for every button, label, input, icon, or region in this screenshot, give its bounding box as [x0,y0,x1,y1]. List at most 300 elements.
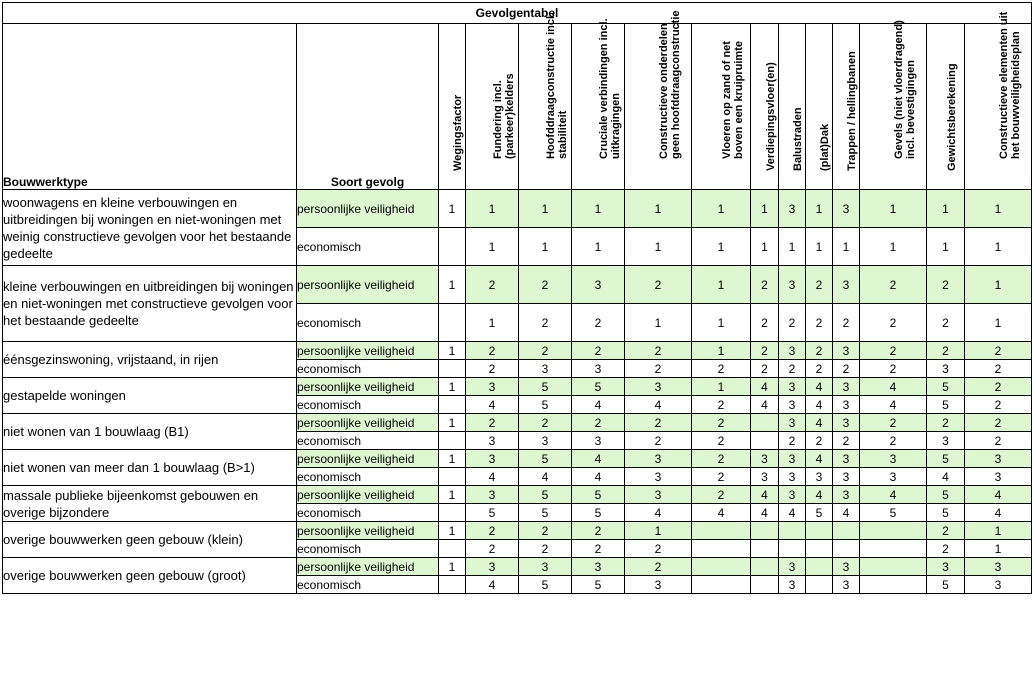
value-cell: 3 [466,450,519,468]
value-cell: 2 [692,468,751,486]
table-row [3,414,1032,432]
value-cell: 3 [779,576,806,594]
value-cell: 4 [692,504,751,522]
soort-gevolg-cell: economisch [297,304,439,342]
value-cell: 3 [927,360,965,378]
column-header [692,24,751,190]
value-cell: 1 [965,522,1032,540]
value-cell: 1 [625,190,692,228]
value-cell: 5 [519,504,572,522]
value-cell [806,558,833,576]
value-cell: 5 [927,378,965,396]
column-header-label: Verdiepingsvloer(en) [764,62,777,171]
value-cell: 3 [625,468,692,486]
value-cell: 2 [860,304,927,342]
wegingsfactor-cell: 1 [439,342,466,360]
value-cell: 4 [466,468,519,486]
value-cell: 3 [833,342,860,360]
soort-gevolg-cell: economisch [297,576,439,594]
value-cell: 3 [860,450,927,468]
value-cell: 3 [833,266,860,304]
value-cell [751,576,779,594]
wegingsfactor-cell: 1 [439,378,466,396]
value-cell: 2 [751,304,779,342]
header-bouwwerktype: Bouwwerktype [3,24,297,190]
value-cell: 3 [625,486,692,504]
value-cell: 1 [466,190,519,228]
value-cell: 5 [927,450,965,468]
value-cell: 1 [625,304,692,342]
soort-gevolg-cell: persoonlijke veiligheid [297,342,439,360]
wegingsfactor-cell: 1 [439,414,466,432]
value-cell: 2 [466,540,519,558]
soort-gevolg-cell: persoonlijke veiligheid [297,522,439,540]
value-cell: 2 [965,396,1032,414]
soort-gevolg-cell: persoonlijke veiligheid [297,266,439,304]
value-cell [751,414,779,432]
value-cell: 3 [519,432,572,450]
wegingsfactor-cell: 1 [439,486,466,504]
soort-gevolg-cell: persoonlijke veiligheid [297,378,439,396]
value-cell: 3 [779,378,806,396]
soort-gevolg-cell: economisch [297,540,439,558]
value-cell: 4 [779,504,806,522]
value-cell: 2 [860,342,927,360]
value-cell: 1 [466,304,519,342]
value-cell: 2 [625,558,692,576]
wegingsfactor-cell [439,576,466,594]
value-cell [806,522,833,540]
value-cell: 3 [779,266,806,304]
value-cell: 1 [692,190,751,228]
table-row [3,558,1032,576]
value-cell: 2 [806,266,833,304]
wegingsfactor-cell: 1 [439,190,466,228]
value-cell: 1 [806,228,833,266]
bouwwerktype-cell: overige bouwwerken geen gebouw (groot) [3,558,297,594]
value-cell: 2 [833,360,860,378]
column-header [965,11,1032,190]
column-header [466,24,519,190]
wegingsfactor-cell [439,432,466,450]
value-cell: 4 [806,396,833,414]
table-row [3,266,1032,304]
value-cell: 2 [466,522,519,540]
value-cell: 2 [860,414,927,432]
value-cell: 5 [572,504,625,522]
value-cell: 2 [519,266,572,304]
value-cell: 1 [572,190,625,228]
value-cell: 3 [833,486,860,504]
value-cell: 4 [466,396,519,414]
value-cell: 5 [519,378,572,396]
value-cell: 2 [927,342,965,360]
value-cell: 2 [572,414,625,432]
value-cell: 4 [625,396,692,414]
column-header [519,12,572,190]
value-cell [779,540,806,558]
value-cell: 4 [751,486,779,504]
value-cell: 5 [519,396,572,414]
value-cell: 5 [572,486,625,504]
value-cell: 3 [779,190,806,228]
value-cell: 2 [860,360,927,378]
value-cell: 3 [779,486,806,504]
value-cell: 4 [572,450,625,468]
value-cell: 4 [625,504,692,522]
value-cell: 3 [927,432,965,450]
value-cell: 1 [692,378,751,396]
value-cell [751,540,779,558]
value-cell: 2 [625,432,692,450]
value-cell: 3 [779,450,806,468]
value-cell: 3 [466,558,519,576]
value-cell: 4 [572,396,625,414]
bouwwerktype-cell: woonwagens en kleine verbouwingen en uitbreidingen bij woningen en niet-woningen met weinig constructieve gevolgen voor het bestaande gedeelte [3,190,297,266]
value-cell: 1 [692,228,751,266]
value-cell: 3 [572,558,625,576]
value-cell: 2 [833,304,860,342]
column-header [439,24,466,190]
value-cell: 2 [927,522,965,540]
value-cell: 2 [965,378,1032,396]
value-cell: 2 [519,414,572,432]
value-cell [806,540,833,558]
value-cell: 4 [751,396,779,414]
value-cell: 5 [927,504,965,522]
value-cell [751,432,779,450]
value-cell: 2 [466,360,519,378]
value-cell: 1 [806,190,833,228]
column-header-label: Constructieve elementen uit het bouwveiligheidsplan [998,11,1022,159]
value-cell: 1 [927,190,965,228]
table-row [3,522,1032,540]
value-cell: 2 [806,304,833,342]
value-cell: 2 [965,360,1032,378]
value-cell [860,522,927,540]
column-header [806,24,833,190]
value-cell: 2 [519,342,572,360]
value-cell: 1 [625,522,692,540]
value-cell: 1 [519,190,572,228]
value-cell: 1 [927,228,965,266]
value-cell [806,576,833,594]
value-cell: 2 [625,266,692,304]
value-cell: 4 [572,468,625,486]
value-cell: 3 [833,450,860,468]
value-cell: 4 [833,504,860,522]
value-cell: 3 [833,190,860,228]
value-cell: 1 [692,266,751,304]
value-cell: 3 [833,396,860,414]
value-cell: 5 [927,486,965,504]
soort-gevolg-cell: persoonlijke veiligheid [297,190,439,228]
bouwwerktype-cell: massale publieke bijeenkomst gebouwen en overige bijzondere [3,486,297,522]
value-cell: 1 [965,266,1032,304]
value-cell: 3 [519,360,572,378]
value-cell: 3 [833,378,860,396]
value-cell: 3 [806,468,833,486]
column-header [833,24,860,190]
value-cell: 5 [860,504,927,522]
value-cell: 2 [860,266,927,304]
value-cell: 2 [927,304,965,342]
value-cell: 3 [779,414,806,432]
value-cell: 4 [965,486,1032,504]
wegingsfactor-cell [439,360,466,378]
bouwwerktype-cell: niet wonen van 1 bouwlaag (B1) [3,414,297,450]
value-cell: 3 [466,378,519,396]
value-cell: 2 [625,342,692,360]
value-cell: 3 [466,432,519,450]
value-cell: 2 [860,432,927,450]
value-cell: 3 [965,450,1032,468]
value-cell [860,540,927,558]
value-cell: 2 [466,342,519,360]
soort-gevolg-cell: economisch [297,360,439,378]
value-cell: 2 [692,396,751,414]
wegingsfactor-cell: 1 [439,522,466,540]
value-cell: 4 [466,576,519,594]
column-header-label: (plat)Dak [819,123,831,171]
value-cell: 1 [466,228,519,266]
value-cell: 3 [625,378,692,396]
column-header-label: Cruciale verbindingen incl. uitkragingen [598,18,622,159]
wegingsfactor-cell [439,228,466,266]
value-cell: 1 [860,190,927,228]
value-cell: 3 [927,558,965,576]
value-cell: 1 [572,228,625,266]
bouwwerktype-cell: niet wonen van meer dan 1 bouwlaag (B>1) [3,450,297,486]
value-cell: 3 [572,266,625,304]
column-header-label: Balustraden [792,107,804,171]
value-cell: 2 [779,360,806,378]
value-cell: 2 [519,304,572,342]
bouwwerktype-cell: éénsgezinswoning, vrijstaand, in rijen [3,342,297,378]
value-cell: 3 [625,450,692,468]
table-row [3,450,1032,468]
value-cell: 2 [692,414,751,432]
wegingsfactor-cell [439,304,466,342]
wegingsfactor-cell: 1 [439,266,466,304]
gevolgentabel [2,2,1032,594]
value-cell: 3 [751,450,779,468]
value-cell: 4 [860,486,927,504]
soort-gevolg-cell: persoonlijke veiligheid [297,558,439,576]
value-cell: 2 [625,414,692,432]
value-cell: 4 [751,504,779,522]
soort-gevolg-cell: persoonlijke veiligheid [297,486,439,504]
value-cell: 3 [466,486,519,504]
bouwwerktype-cell: kleine verbouwingen en uitbreidingen bij woningen en niet-woningen met constructieve gevolgen voor het bestaande gedeelte [3,266,297,342]
value-cell: 5 [519,486,572,504]
value-cell: 2 [572,304,625,342]
value-cell: 1 [965,540,1032,558]
value-cell [751,558,779,576]
column-header [860,20,927,190]
value-cell: 2 [927,266,965,304]
value-cell: 5 [806,504,833,522]
value-cell: 3 [779,468,806,486]
value-cell: 2 [965,432,1032,450]
value-cell: 4 [751,378,779,396]
column-header-label: Trappen / hellingbanen [846,51,858,171]
value-cell: 3 [519,558,572,576]
column-header [751,24,779,190]
value-cell: 2 [625,540,692,558]
soort-gevolg-cell: economisch [297,396,439,414]
value-cell: 1 [692,342,751,360]
value-cell: 3 [833,414,860,432]
value-cell: 1 [833,228,860,266]
value-cell: 3 [833,558,860,576]
column-header [572,18,625,190]
value-cell: 3 [833,576,860,594]
soort-gevolg-cell: persoonlijke veiligheid [297,414,439,432]
value-cell: 3 [625,576,692,594]
column-header-label: Constructieve onderdelen geen hoofddraagconstructie [658,10,682,159]
value-cell: 4 [806,450,833,468]
table-row [3,486,1032,504]
column-header-label: Gewichtsberekening [945,63,958,171]
wegingsfactor-cell [439,396,466,414]
wegingsfactor-cell [439,540,466,558]
soort-gevolg-cell: economisch [297,504,439,522]
bouwwerktype-cell: gestapelde woningen [3,378,297,414]
value-cell: 1 [779,228,806,266]
value-cell: 2 [572,540,625,558]
value-cell [692,540,751,558]
value-cell [860,558,927,576]
column-header-label: Hoofddraagconstructie incl. stabiliteit [545,12,569,159]
value-cell: 1 [692,304,751,342]
value-cell: 3 [751,468,779,486]
column-header-label: Gevels (niet vloerdragend) incl. bevestigingen [893,20,917,159]
column-header-label: Vloeren op zand of net boven een kruipruimte [721,41,745,159]
soort-gevolg-cell: persoonlijke veiligheid [297,450,439,468]
value-cell: 2 [751,266,779,304]
table-row [3,342,1032,360]
value-cell: 3 [965,558,1032,576]
value-cell: 2 [806,360,833,378]
value-cell: 5 [927,576,965,594]
value-cell: 5 [466,504,519,522]
header-soort-gevolg: Soort gevolg [297,24,439,190]
column-header [927,24,965,190]
bouwwerktype-cell: overige bouwwerken geen gebouw (klein) [3,522,297,558]
value-cell: 5 [519,576,572,594]
value-cell: 1 [965,190,1032,228]
value-cell: 3 [779,342,806,360]
value-cell: 2 [927,540,965,558]
value-cell: 1 [751,228,779,266]
value-cell: 2 [692,360,751,378]
value-cell [692,558,751,576]
soort-gevolg-cell: economisch [297,468,439,486]
value-cell: 2 [692,486,751,504]
value-cell: 2 [779,304,806,342]
value-cell: 2 [466,266,519,304]
column-header-label: Fundering incl. (parkeer)kelders [492,73,516,159]
value-cell: 1 [965,304,1032,342]
wegingsfactor-cell [439,504,466,522]
value-cell [692,522,751,540]
value-cell: 2 [806,342,833,360]
value-cell: 3 [860,468,927,486]
table-row [3,190,1032,228]
value-cell: 2 [965,414,1032,432]
value-cell: 3 [965,468,1032,486]
value-cell: 4 [806,378,833,396]
value-cell: 3 [779,396,806,414]
value-cell: 3 [833,468,860,486]
value-cell: 5 [927,396,965,414]
value-cell: 2 [779,432,806,450]
value-cell: 4 [965,504,1032,522]
value-cell: 1 [519,228,572,266]
value-cell [692,576,751,594]
value-cell: 2 [751,360,779,378]
value-cell: 4 [860,396,927,414]
value-cell [833,540,860,558]
value-cell [833,522,860,540]
value-cell: 2 [519,522,572,540]
value-cell: 2 [927,414,965,432]
value-cell: 4 [927,468,965,486]
value-cell: 4 [806,486,833,504]
table-row [3,378,1032,396]
value-cell: 5 [572,576,625,594]
value-cell: 5 [519,450,572,468]
column-header [625,10,692,190]
value-cell: 3 [572,432,625,450]
value-cell: 5 [572,378,625,396]
value-cell: 2 [751,342,779,360]
value-cell: 1 [965,228,1032,266]
value-cell: 3 [779,558,806,576]
value-cell: 2 [519,540,572,558]
column-header-label: Wegingsfactor [452,94,464,171]
value-cell: 4 [806,414,833,432]
value-cell: 2 [965,342,1032,360]
column-header [779,24,806,190]
value-cell: 3 [572,360,625,378]
value-cell: 2 [806,432,833,450]
value-cell: 1 [751,190,779,228]
value-cell [860,576,927,594]
value-cell: 2 [572,522,625,540]
value-cell [751,522,779,540]
value-cell: 2 [692,450,751,468]
soort-gevolg-cell: economisch [297,432,439,450]
table-title: Gevolgentabel [3,3,1032,24]
value-cell: 2 [572,342,625,360]
value-cell: 3 [965,576,1032,594]
value-cell: 2 [833,432,860,450]
wegingsfactor-cell: 1 [439,558,466,576]
value-cell: 1 [860,228,927,266]
value-cell: 2 [466,414,519,432]
value-cell: 4 [519,468,572,486]
value-cell: 4 [860,378,927,396]
wegingsfactor-cell [439,468,466,486]
soort-gevolg-cell: economisch [297,228,439,266]
gevolgentabel-wrapper [2,2,1032,594]
value-cell [779,522,806,540]
value-cell: 2 [692,432,751,450]
value-cell: 1 [625,228,692,266]
wegingsfactor-cell: 1 [439,450,466,468]
